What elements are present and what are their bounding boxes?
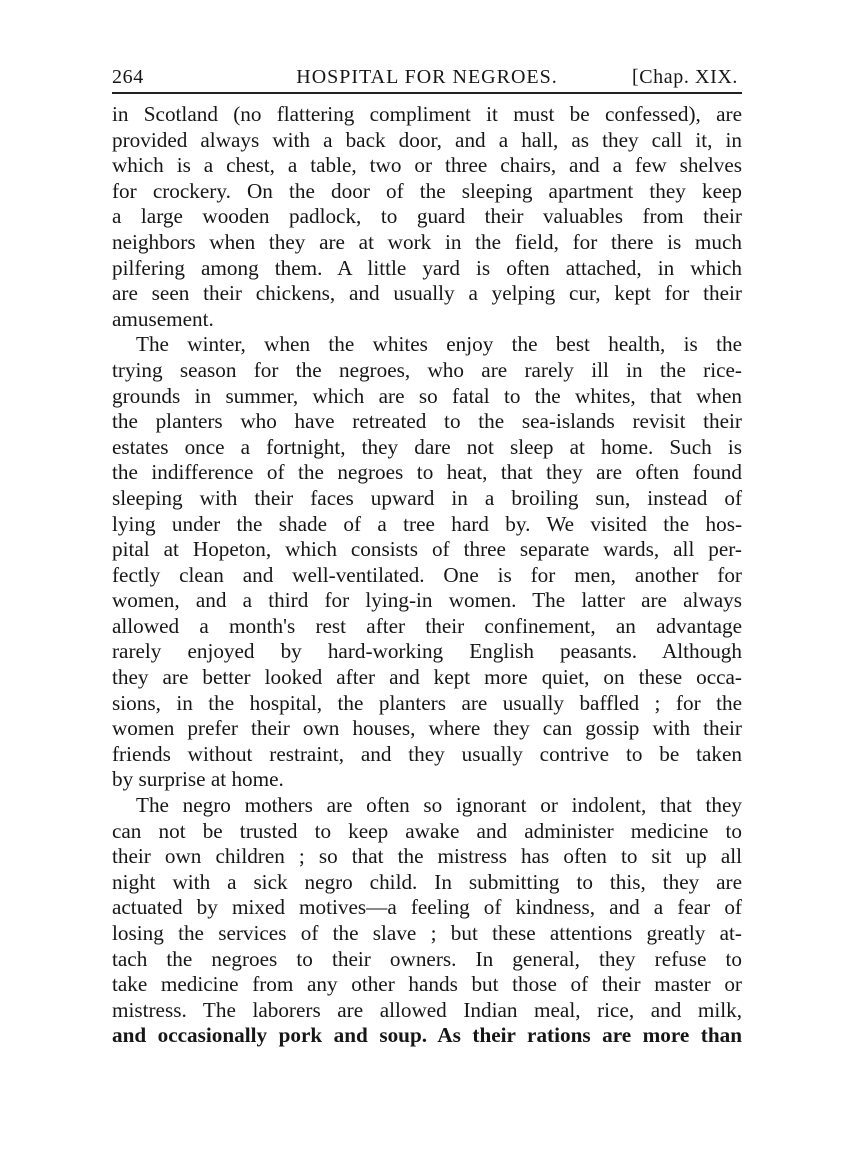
text-line: actuated by mixed motives—a feeling of kindness, and a fear of: [112, 895, 742, 920]
header-rule: [112, 92, 742, 94]
text-line: sleeping with their faces upward in a broiling sun, instead of: [112, 485, 742, 510]
text-line: The negro mothers are often so ignorant or indolent, that they: [136, 793, 742, 818]
body-text: [112, 102, 742, 1049]
text-line: sions, in the hospital, the planters are usually baffled ; for the: [112, 690, 742, 715]
text-line: women, and a third for lying-in women. The latter are always: [112, 588, 742, 613]
text-line: which is a chest, a table, two or three chairs, and a few shelves: [112, 153, 742, 178]
text-line: losing the services of the slave ; but these attentions greatly at-: [112, 921, 742, 945]
paragraph: [112, 102, 742, 332]
book-page: [112, 58, 742, 1049]
text-line: night with a sick negro child. In submitting to this, they are: [112, 869, 742, 894]
text-line: rarely enjoyed by hard-working English peasants. Although: [112, 639, 742, 664]
text-line: amusement.: [112, 306, 214, 331]
running-title: HOSPITAL FOR NEGROES.: [296, 66, 558, 88]
text-line: the indifference of the negroes to heat, that they are often found: [112, 460, 742, 485]
text-line: estates once a fortnight, they dare not sleep at home. Such is: [112, 434, 742, 459]
text-line: women prefer their own houses, where they can gossip with their: [112, 716, 742, 741]
text-line: fectly clean and well-ventilated. One is for men, another for: [112, 562, 742, 587]
text-line: pilfering among them. A little yard is often attached, in which: [112, 255, 742, 280]
text-line: they are better looked after and kept more quiet, on these occa-: [112, 665, 742, 690]
text-line: lying under the shade of a tree hard by. We visited the hos-: [112, 511, 742, 536]
text-line: mistress. The laborers are allowed Indian meal, rice, and milk,: [112, 997, 742, 1022]
text-line: friends without restraint, and they usually contrive to be taken: [112, 741, 742, 766]
text-line: in Scotland (no flattering compliment it must be confessed), are: [112, 102, 742, 126]
text-line: and occasionally pork and soup. As their rations are more than: [112, 1023, 742, 1048]
text-line: The winter, when the whites enjoy the best health, is the: [136, 332, 742, 357]
text-line: neighbors when they are at work in the field, for there is much: [112, 229, 742, 254]
text-line: trying season for the negroes, who are rarely ill in the rice-: [112, 357, 742, 382]
text-line: their own children ; so that the mistress has often to sit up all: [112, 844, 742, 869]
text-line: grounds in summer, which are so fatal to the whites, that when: [112, 383, 742, 408]
text-line: a large wooden padlock, to guard their valuables from their: [112, 204, 742, 229]
text-line: can not be trusted to keep awake and administer medicine to: [112, 818, 742, 843]
paragraph: [112, 793, 742, 1049]
text-line: for crockery. On the door of the sleeping apartment they keep: [112, 178, 742, 203]
chapter-label: [Chap. XIX.: [631, 66, 738, 88]
text-line: are seen their chickens, and usually a yelping cur, kept for their: [112, 281, 742, 306]
running-head: [112, 58, 742, 88]
text-line: the planters who have retreated to the sea-islands revisit their: [112, 409, 742, 434]
text-line: by surprise at home.: [112, 767, 284, 792]
text-line: pital at Hopeton, which consists of three separate wards, all per-: [112, 537, 742, 562]
page-number: 264: [112, 66, 144, 88]
text-line: allowed a month's rest after their confinement, an advantage: [112, 613, 742, 638]
text-line: take medicine from any other hands but those of their master or: [112, 972, 742, 997]
text-line: tach the negroes to their owners. In general, they refuse to: [112, 946, 742, 971]
paragraph: [112, 332, 742, 793]
text-line: provided always with a back door, and a hall, as they call it, in: [112, 127, 742, 152]
